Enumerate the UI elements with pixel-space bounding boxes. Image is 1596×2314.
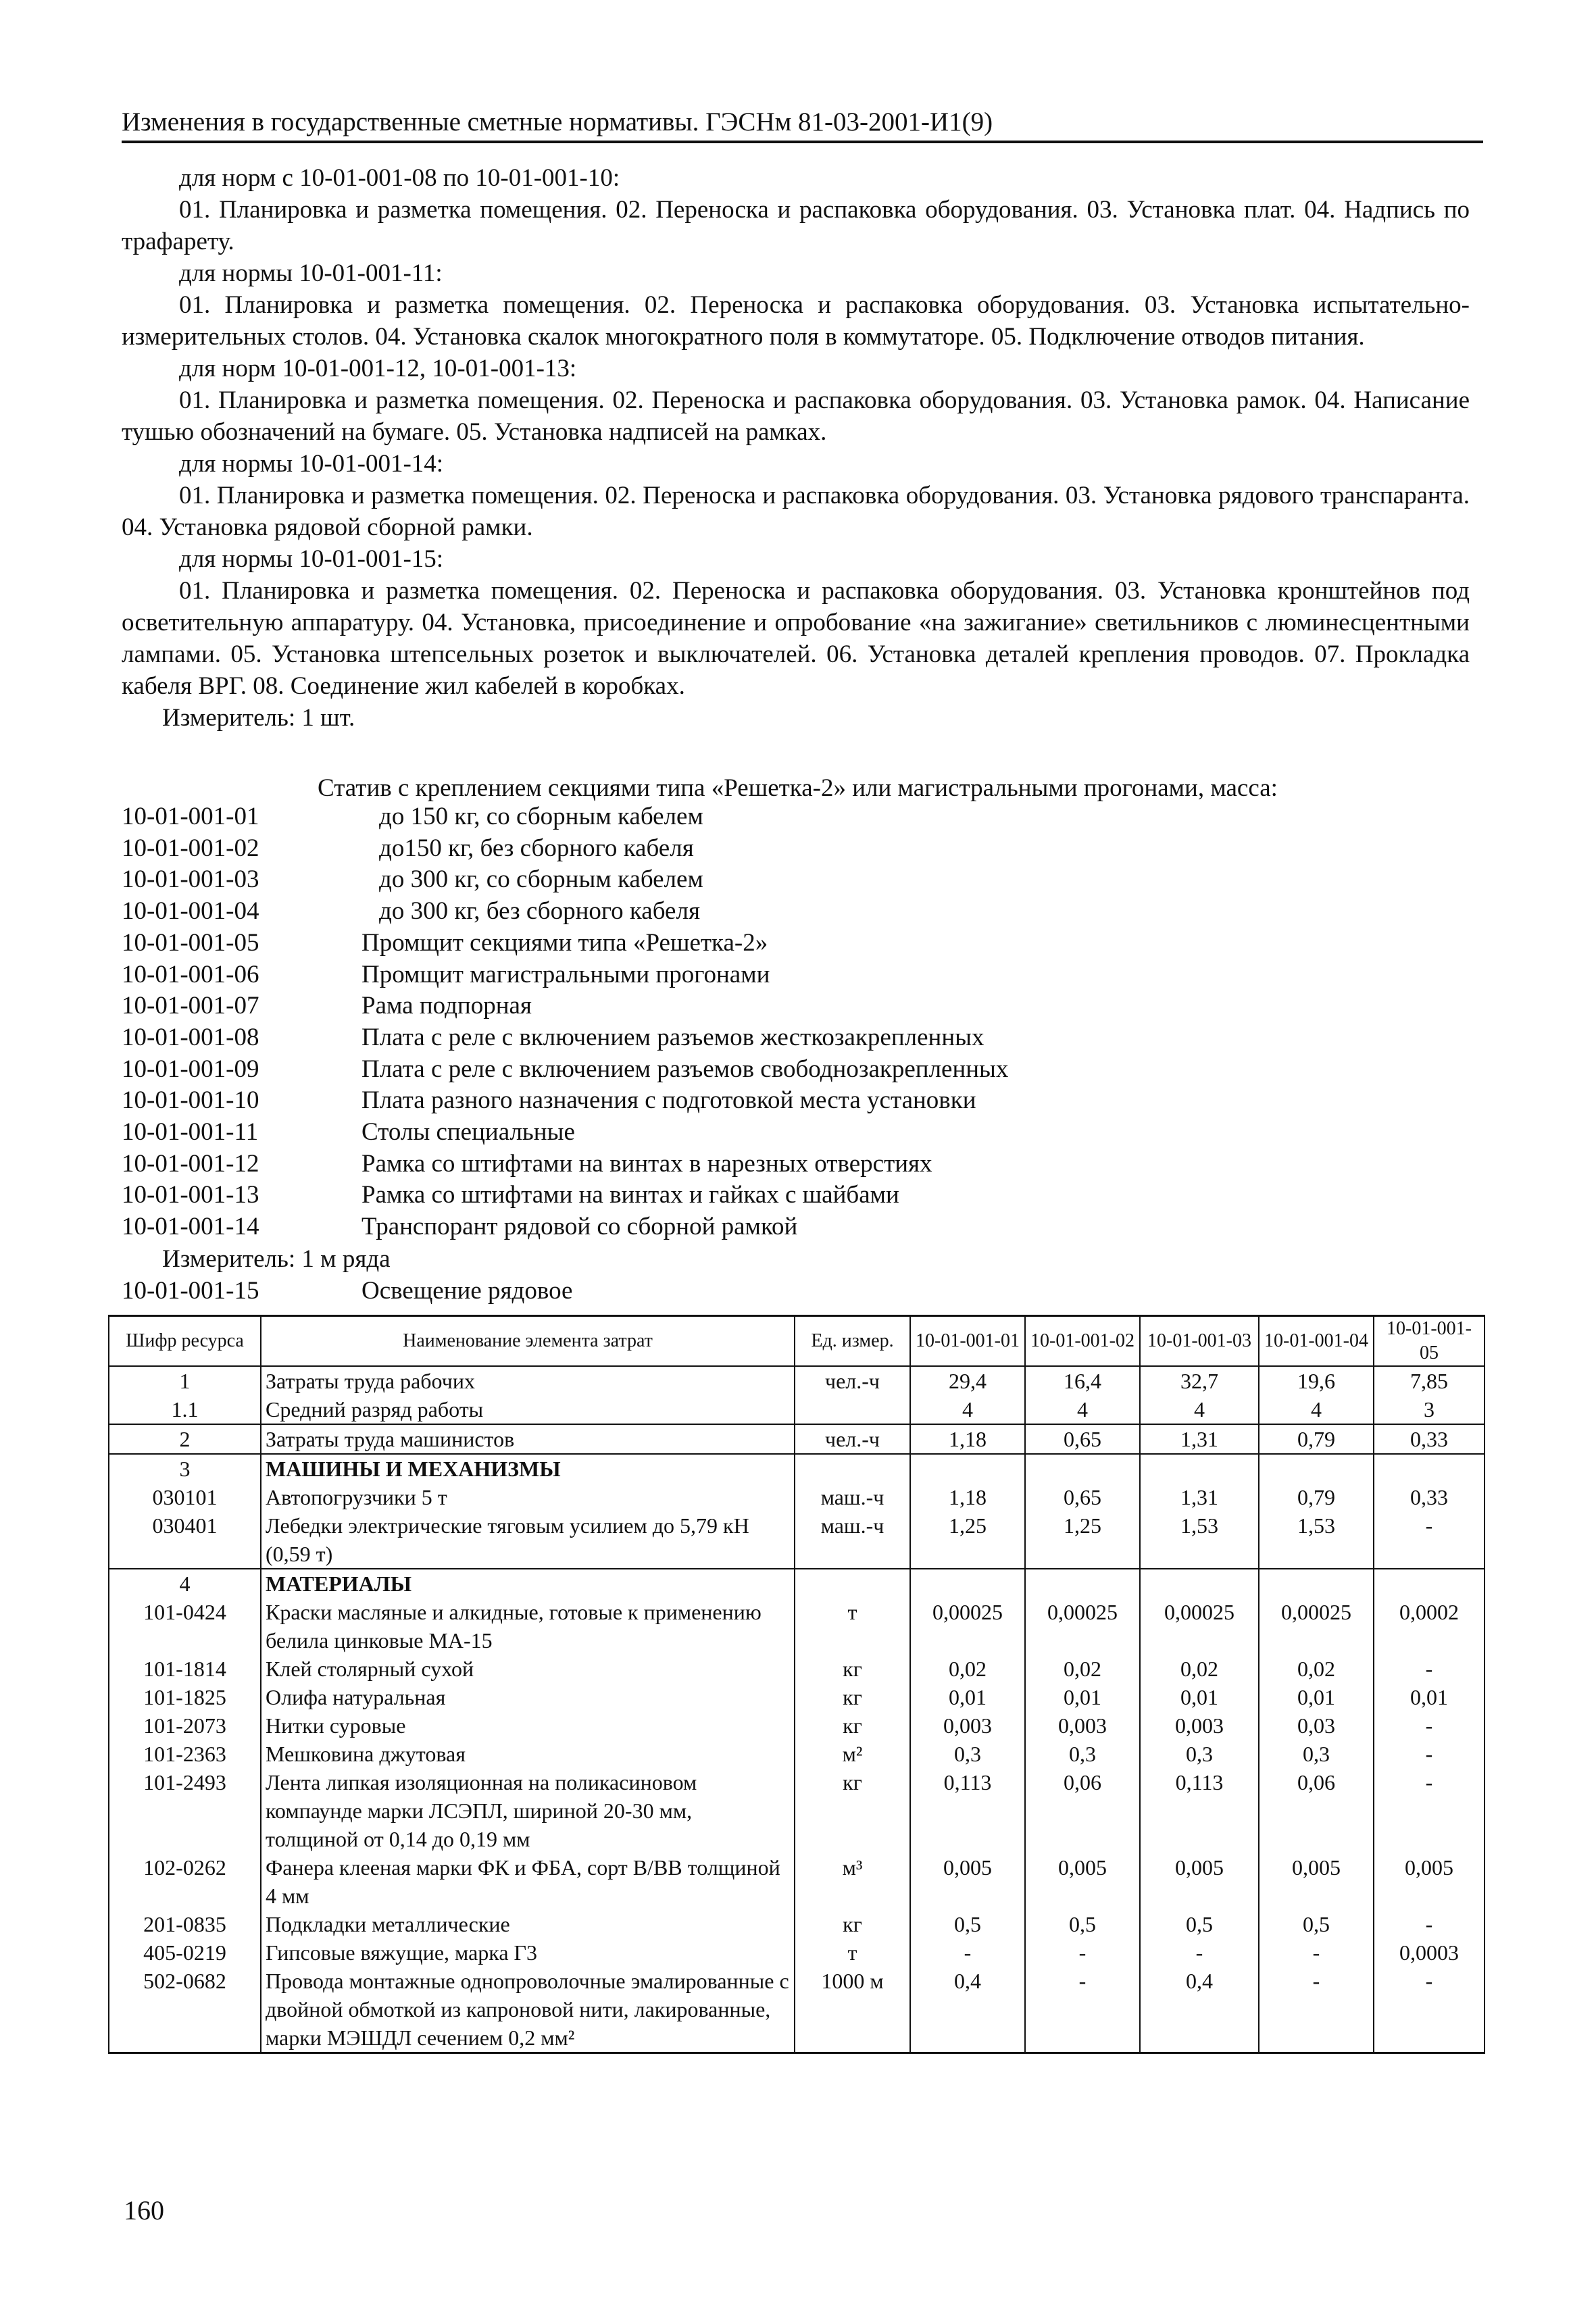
table-cell: чел.-ч [795, 1366, 910, 1395]
table-row [109, 1569, 1485, 1598]
table-cell: 0,003 [910, 1711, 1025, 1740]
table-cell: Лента липкая изоляционная на поликасиновом компаунде марки ЛСЭПЛ, шириной 20-30 мм, толщиной от 0,14 до 0,19 мм [261, 1768, 795, 1853]
norm-description: Плата разного назначения с подготовкой места установки [361, 1086, 976, 1115]
table-cell: м² [795, 1740, 910, 1768]
measure-line: Измеритель: 1 шт. [162, 704, 355, 732]
table-cell: - [1374, 1740, 1485, 1768]
table-cell: 201-0835 [109, 1910, 261, 1938]
column-header: 10-01-001-05 [1374, 1316, 1485, 1367]
table-row [109, 1424, 1485, 1454]
table-cell: Краски масляные и алкидные, готовые к применению белила цинковые МА-15 [261, 1598, 795, 1655]
table-cell: кг [795, 1655, 910, 1683]
table-row [109, 1768, 1485, 1853]
stand-title: Статив с креплением секциями типа «Решетка-2» или магистральными прогонами, масса: [318, 774, 1278, 802]
norm-code: 10-01-001-13 [122, 1181, 259, 1209]
table-cell: 4 [109, 1569, 261, 1598]
table-cell: 0,03 [1259, 1711, 1374, 1740]
table-cell: 0,00025 [1025, 1598, 1140, 1655]
table-cell: 0,79 [1259, 1483, 1374, 1511]
norm-description: Рамка со штифтами на винтах в нарезных отверстиях [361, 1149, 932, 1178]
table-cell: кг [795, 1683, 910, 1711]
table-row [109, 1655, 1485, 1683]
table-cell [795, 1395, 910, 1424]
column-header: 10-01-001-03 [1140, 1316, 1259, 1367]
table-row [109, 1740, 1485, 1768]
norm-code: 10-01-001-12 [122, 1149, 259, 1178]
table-cell: 0,005 [1374, 1853, 1485, 1910]
table-cell: Олифа натуральная [261, 1683, 795, 1711]
table-cell: - [1374, 1967, 1485, 2053]
table-cell: 1000 м [795, 1967, 910, 2053]
norm-code: 10-01-001-04 [122, 897, 259, 926]
norm-code-row [122, 896, 1008, 928]
table-row [109, 1711, 1485, 1740]
table-cell: т [795, 1598, 910, 1655]
running-header: Изменения в государственные сметные нормативы. ГЭСНм 81-03-2001-И1(9) [122, 107, 1483, 143]
norm-code: 10-01-001-02 [122, 834, 259, 862]
table-cell: - [1374, 1511, 1485, 1569]
table-cell: 0,65 [1025, 1483, 1140, 1511]
table-cell [1025, 1454, 1140, 1483]
norm-code: 10-01-001-01 [122, 803, 259, 830]
table-cell: 502-0682 [109, 1967, 261, 2053]
table-cell: 0,5 [910, 1910, 1025, 1938]
work-paragraph: 01. Планировка и разметка помещения. 02. Переноска и распаковка оборудования. 03. Установка кронштейнов под осветительную аппаратуру. 04. Установка, присоединение и опробование «на зажигание» светильников с люминесцентными лампами. 05. Установка штепсельных розеток и выключателей. 06. Установка деталей крепления проводов. 07. Прокладка кабеля ВРГ. 08. Соединение жил кабелей в коробках. [122, 577, 1470, 700]
table-cell [1374, 1569, 1485, 1598]
table-cell: МАШИНЫ И МЕХАНИЗМЫ [261, 1454, 795, 1483]
table-row [109, 1910, 1485, 1938]
table-cell: - [910, 1938, 1025, 1967]
table-cell: 19,6 [1259, 1366, 1374, 1395]
table-cell: 0,5 [1140, 1910, 1259, 1938]
table-cell: - [1374, 1711, 1485, 1740]
table-row [109, 1483, 1485, 1511]
norm-label: для нормы 10-01-001-14: [179, 450, 444, 478]
table-cell: 0,113 [1140, 1768, 1259, 1853]
norm-description: Транспорант рядовой со сборной рамкой [361, 1213, 798, 1241]
norm-label: для нормы 10-01-001-11: [179, 259, 443, 287]
table-cell: 0,01 [1140, 1683, 1259, 1711]
table-cell: МАТЕРИАЛЫ [261, 1569, 795, 1598]
norm-code: 10-01-001-10 [122, 1086, 259, 1115]
table-cell: Средний разряд работы [261, 1395, 795, 1424]
table-cell: 405-0219 [109, 1938, 261, 1967]
table-cell: кг [795, 1768, 910, 1853]
table-cell: 101-2363 [109, 1740, 261, 1768]
table-cell: чел.-ч [795, 1424, 910, 1454]
table-cell [1374, 1454, 1485, 1483]
table-cell: 0,01 [1259, 1683, 1374, 1711]
table-cell: Провода монтажные однопроволочные эмалированные с двойной обмоткой из капроновой нити, лакированные, марки МЭШДЛ сечением 0,2 мм² [261, 1967, 795, 2053]
norm-code: 10-01-001-08 [122, 1023, 259, 1051]
table-cell: - [1259, 1938, 1374, 1967]
table-cell: 0,003 [1140, 1711, 1259, 1740]
page-number: 160 [124, 2195, 164, 2225]
norm-description: Промщит секциями типа «Решетка-2» [361, 928, 768, 957]
norm-description: Освещение рядовое [361, 1277, 573, 1305]
table-cell [795, 1569, 910, 1598]
table-cell [910, 1454, 1025, 1483]
norm-code-row [122, 1211, 1008, 1243]
table-row [109, 1511, 1485, 1569]
table-cell: 0,33 [1374, 1424, 1485, 1454]
table-cell: маш.-ч [795, 1483, 910, 1511]
norm-code-row [122, 1085, 1008, 1117]
table-cell: 1,31 [1140, 1424, 1259, 1454]
table-cell: 3 [1374, 1395, 1485, 1424]
table-cell: 0,0003 [1374, 1938, 1485, 1967]
column-header: Шифр ресурса [109, 1316, 261, 1367]
table-cell [1140, 1454, 1259, 1483]
table-cell: 7,85 [1374, 1366, 1485, 1395]
norm-label: для нормы 10-01-001-15: [179, 545, 444, 573]
table-cell: 4 [1025, 1395, 1140, 1424]
norm-code-row [122, 864, 1008, 896]
table-cell: 0,5 [1025, 1910, 1140, 1938]
table-cell: Гипсовые вяжущие, марка Г3 [261, 1938, 795, 1967]
table-cell: - [1374, 1768, 1485, 1853]
table-cell: 4 [1140, 1395, 1259, 1424]
norm-code-row [122, 1054, 1008, 1086]
norm-description: Промщит магистральными прогонами [361, 960, 770, 988]
table-cell: 0,02 [910, 1655, 1025, 1683]
table-cell [1259, 1569, 1374, 1598]
norm-code: 10-01-001-09 [122, 1055, 259, 1083]
table-cell: 1,53 [1140, 1511, 1259, 1569]
table-row [109, 1683, 1485, 1711]
table-row [109, 1853, 1485, 1910]
table-cell: 0,3 [1140, 1740, 1259, 1768]
column-header: 10-01-001-01 [910, 1316, 1025, 1367]
table-cell: м³ [795, 1853, 910, 1910]
table-cell [795, 1454, 910, 1483]
table-cell: 0,005 [910, 1853, 1025, 1910]
table-cell: - [1025, 1938, 1140, 1967]
measure-line-2: Измеритель: 1 м ряда [162, 1245, 391, 1273]
table-cell: Затраты труда рабочих [261, 1366, 795, 1395]
norm-code-list [122, 801, 1008, 1243]
table-cell [1025, 1569, 1140, 1598]
table-cell: Фанера клееная марки ФК и ФБА, сорт В/ВВ толщиной 4 мм [261, 1853, 795, 1910]
table-row [109, 1938, 1485, 1967]
table-cell: 29,4 [910, 1366, 1025, 1395]
table-cell: - [1259, 1967, 1374, 2053]
norm-code-row-last [122, 1275, 572, 1307]
norm-description: до150 кг, без сборного кабеля [379, 834, 694, 862]
table-cell: 16,4 [1025, 1366, 1140, 1395]
table-cell: 0,06 [1025, 1768, 1140, 1853]
work-composition-text [122, 162, 1470, 734]
table-cell [1259, 1454, 1374, 1483]
table-cell: 1 [109, 1366, 261, 1395]
norm-code-row [122, 1149, 1008, 1180]
table-cell: 0,005 [1025, 1853, 1140, 1910]
table-cell: 1,53 [1259, 1511, 1374, 1569]
norm-code-row [122, 990, 1008, 1022]
table-cell: - [1025, 1967, 1140, 2053]
column-header: 10-01-001-04 [1259, 1316, 1374, 1367]
norm-code: 10-01-001-11 [122, 1118, 259, 1147]
table-cell: 0,33 [1374, 1483, 1485, 1511]
table-cell: т [795, 1938, 910, 1967]
table-cell: 0,003 [1025, 1711, 1140, 1740]
work-paragraph: 01. Планировка и разметка помещения. 02. Переноска и распаковка оборудования. 03. Установка испытательно-измерительных столов. 04. Установка скалок многократного поля в коммутаторе. 05. Подключение отводов питания. [122, 291, 1470, 351]
table-cell: 0,02 [1140, 1655, 1259, 1683]
norm-code-row [122, 1180, 1008, 1211]
norm-label: для норм 10-01-001-12, 10-01-001-13: [179, 355, 577, 382]
table-cell: 0,02 [1259, 1655, 1374, 1683]
norm-code-row [122, 1022, 1008, 1054]
table-cell: Подкладки металлические [261, 1910, 795, 1938]
norm-code-row [122, 928, 1008, 959]
table-cell: 0,79 [1259, 1424, 1374, 1454]
table-cell [1140, 1569, 1259, 1598]
table-cell: 0,01 [1374, 1683, 1485, 1711]
table-cell: 3 [109, 1454, 261, 1483]
norm-description: до 300 кг, со сборным кабелем [379, 865, 703, 894]
table-row [109, 1366, 1485, 1395]
table-cell: 0,3 [910, 1740, 1025, 1768]
norm-code: 10-01-001-15 [122, 1277, 259, 1305]
table-cell: 0,00025 [1140, 1598, 1259, 1655]
table-cell: Мешковина джутовая [261, 1740, 795, 1768]
table-cell: 101-2073 [109, 1711, 261, 1740]
table-cell: 1,18 [910, 1483, 1025, 1511]
table-cell: 1.1 [109, 1395, 261, 1424]
table-cell: 0,4 [910, 1967, 1025, 2053]
table-cell: 101-0424 [109, 1598, 261, 1655]
table-cell: 1,25 [910, 1511, 1025, 1569]
norm-description: Плата с реле с включением разъемов свободнозакрепленных [361, 1055, 1009, 1083]
table-cell [910, 1569, 1025, 1598]
table-cell: 0,65 [1025, 1424, 1140, 1454]
norm-code-row [122, 801, 1008, 833]
norm-code: 10-01-001-05 [122, 928, 259, 957]
table-cell: - [1140, 1938, 1259, 1967]
work-paragraph: 01. Планировка и разметка помещения. 02. Переноска и распаковка оборудования. 03. Установка рамок. 04. Написание тушью обозначений на бумаге. 05. Установка надписей на рамках. [122, 386, 1470, 446]
column-header: Наименование элемента затрат [261, 1316, 795, 1367]
table-row [109, 1598, 1485, 1655]
table-cell: 0,3 [1025, 1740, 1140, 1768]
table-cell: 32,7 [1140, 1366, 1259, 1395]
table-cell: - [1374, 1910, 1485, 1938]
table-cell: 0,0002 [1374, 1598, 1485, 1655]
norm-label: для норм с 10-01-001-08 по 10-01-001-10: [179, 164, 620, 192]
norm-code: 10-01-001-14 [122, 1213, 259, 1241]
table-cell: маш.-ч [795, 1511, 910, 1569]
table-cell: 030401 [109, 1511, 261, 1569]
table-cell: 1,31 [1140, 1483, 1259, 1511]
table-cell: 0,01 [910, 1683, 1025, 1711]
table-cell: 0,4 [1140, 1967, 1259, 2053]
work-paragraph: 01. Планировка и разметка помещения. 02. Переноска и распаковка оборудования. 03. Установка плат. 04. Надпись по трафарету. [122, 196, 1470, 255]
table-cell: 0,113 [910, 1768, 1025, 1853]
norm-code-row [122, 959, 1008, 991]
table-cell: 1,18 [910, 1424, 1025, 1454]
norm-code-row [122, 833, 1008, 865]
column-header: 10-01-001-02 [1025, 1316, 1140, 1367]
table-cell: Автопогрузчики 5 т [261, 1483, 795, 1511]
table-row [109, 1454, 1485, 1483]
table-cell: 101-2493 [109, 1768, 261, 1853]
norm-description: Столы специальные [361, 1118, 575, 1147]
table-cell: 102-0262 [109, 1853, 261, 1910]
table-cell: Нитки суровые [261, 1711, 795, 1740]
table-cell: 0,005 [1259, 1853, 1374, 1910]
table-row [109, 1967, 1485, 2053]
table-cell: 101-1814 [109, 1655, 261, 1683]
table-header-row [109, 1316, 1485, 1367]
norm-description: Плата с реле с включением разъемов жесткозакрепленных [361, 1023, 984, 1051]
table-cell: 030101 [109, 1483, 261, 1511]
table-cell: 0,005 [1140, 1853, 1259, 1910]
table-cell: - [1374, 1655, 1485, 1683]
norm-code: 10-01-001-03 [122, 865, 259, 894]
table-cell: кг [795, 1910, 910, 1938]
table-cell: 0,3 [1259, 1740, 1374, 1768]
resource-table [108, 1315, 1485, 2054]
norm-description: до 300 кг, без сборного кабеля [379, 897, 700, 926]
table-cell: 0,01 [1025, 1683, 1140, 1711]
norm-code: 10-01-001-07 [122, 992, 259, 1020]
norm-description: Рамка со штифтами на винтах и гайках с шайбами [361, 1181, 899, 1209]
table-cell: 0,02 [1025, 1655, 1140, 1683]
table-cell: Затраты труда машинистов [261, 1424, 795, 1454]
table-cell: 2 [109, 1424, 261, 1454]
table-cell: 101-1825 [109, 1683, 261, 1711]
column-header: Ед. измер. [795, 1316, 910, 1367]
table-cell: кг [795, 1711, 910, 1740]
table-cell: 1,25 [1025, 1511, 1140, 1569]
table-cell: Клей столярный сухой [261, 1655, 795, 1683]
table-cell: 0,00025 [910, 1598, 1025, 1655]
table-cell: Лебедки электрические тяговым усилием до 5,79 кН (0,59 т) [261, 1511, 795, 1569]
norm-description: до 150 кг, со сборным кабелем [379, 803, 703, 830]
table-cell: 0,06 [1259, 1768, 1374, 1853]
table-cell: 4 [1259, 1395, 1374, 1424]
norm-code: 10-01-001-06 [122, 960, 259, 988]
table-cell: 4 [910, 1395, 1025, 1424]
table-row [109, 1395, 1485, 1424]
norm-description: Рама подпорная [361, 992, 532, 1020]
table-cell: 0,00025 [1259, 1598, 1374, 1655]
norm-code-row [122, 1117, 1008, 1149]
work-paragraph: 01. Планировка и разметка помещения. 02. Переноска и распаковка оборудования. 03. Установка рядового транспаранта. 04. Установка рядовой сборной рамки. [122, 482, 1470, 541]
table-cell: 0,5 [1259, 1910, 1374, 1938]
